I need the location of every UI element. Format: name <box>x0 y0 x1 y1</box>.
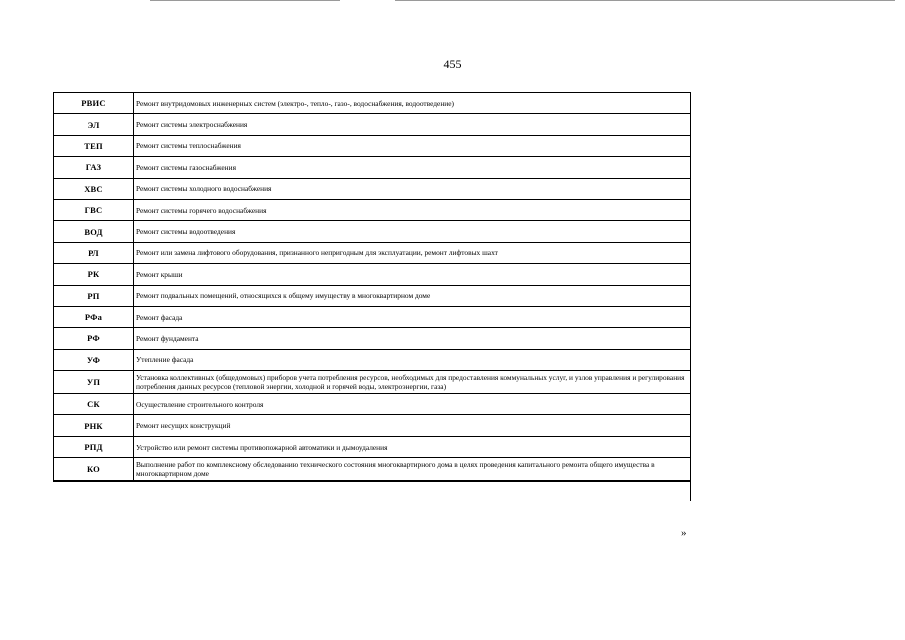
table-row <box>54 394 691 415</box>
work-description: Устройство или ремонт системы противопожарной автоматики и дымоудаления <box>134 436 691 457</box>
table-row <box>54 306 691 327</box>
work-description: Ремонт системы водоотведения <box>134 221 691 242</box>
work-description: Ремонт системы холодного водоснабжения <box>134 178 691 199</box>
table-row <box>54 157 691 178</box>
table-row <box>54 242 691 263</box>
empty-cell <box>134 481 691 501</box>
work-code: УП <box>54 371 134 394</box>
work-code: РНК <box>54 415 134 436</box>
work-code: ХВС <box>54 178 134 199</box>
work-description: Выполнение работ по комплексному обследованию технического состояния многоквартирного дома в целях проведения капитального ремонта общего имущества в многоквартирном доме <box>134 458 691 481</box>
work-description: Установка коллективных (общедомовых) приборов учета потребления ресурсов, необходимых для предоставления коммунальных услуг, и узлов управления и регулирования потребления данных ресурсов (тепловой энергии, холодной и горячей воды, электроэнергии, газа) <box>134 371 691 394</box>
work-description: Ремонт или замена лифтового оборудования, признанного непригодным для эксплуатации, ремонт лифтовых шахт <box>134 242 691 263</box>
work-description: Ремонт системы газоснабжения <box>134 157 691 178</box>
empty-cell <box>54 481 134 501</box>
work-description: Утепление фасада <box>134 349 691 370</box>
work-code: ГВС <box>54 199 134 220</box>
table-row <box>54 221 691 242</box>
work-code: РФ <box>54 328 134 349</box>
top-scan-rule-left <box>150 0 340 1</box>
top-scan-rule-right <box>395 0 895 1</box>
closing-quote-mark: » <box>681 527 687 539</box>
page-number: 455 <box>443 57 462 71</box>
work-code: КО <box>54 458 134 481</box>
work-code: РП <box>54 285 134 306</box>
table-row <box>54 328 691 349</box>
work-code: СК <box>54 394 134 415</box>
table-row <box>54 135 691 156</box>
table-row <box>54 199 691 220</box>
work-description: Ремонт системы электроснабжения <box>134 114 691 135</box>
table-row <box>54 285 691 306</box>
table-row <box>54 371 691 394</box>
work-description: Ремонт внутридомовых инженерных систем (электро-, тепло-, газо-, водоснабжения, водоотведение) <box>134 93 691 114</box>
table-row <box>54 415 691 436</box>
work-code: ЭЛ <box>54 114 134 135</box>
table-row <box>54 178 691 199</box>
work-description: Ремонт несущих конструкций <box>134 415 691 436</box>
work-code: РК <box>54 264 134 285</box>
work-code: РЛ <box>54 242 134 263</box>
work-description: Осуществление строительного контроля <box>134 394 691 415</box>
work-description: Ремонт крыши <box>134 264 691 285</box>
table-row <box>54 436 691 457</box>
work-codes-table <box>53 92 691 501</box>
table-row <box>54 349 691 370</box>
work-description: Ремонт системы теплоснабжения <box>134 135 691 156</box>
work-code: УФ <box>54 349 134 370</box>
work-code: ВОД <box>54 221 134 242</box>
work-description: Ремонт системы горячего водоснабжения <box>134 199 691 220</box>
table-row <box>54 114 691 135</box>
table-row <box>54 93 691 114</box>
work-description: Ремонт фасада <box>134 306 691 327</box>
work-code: РФа <box>54 306 134 327</box>
work-description: Ремонт фундамента <box>134 328 691 349</box>
work-code: РПД <box>54 436 134 457</box>
work-description: Ремонт подвальных помещений, относящихся к общему имуществу в многоквартирном доме <box>134 285 691 306</box>
work-code: ГАЗ <box>54 157 134 178</box>
table-row <box>54 458 691 481</box>
work-code: РВИС <box>54 93 134 114</box>
work-code: ТЕП <box>54 135 134 156</box>
table-end-row <box>54 481 691 501</box>
table-row <box>54 264 691 285</box>
